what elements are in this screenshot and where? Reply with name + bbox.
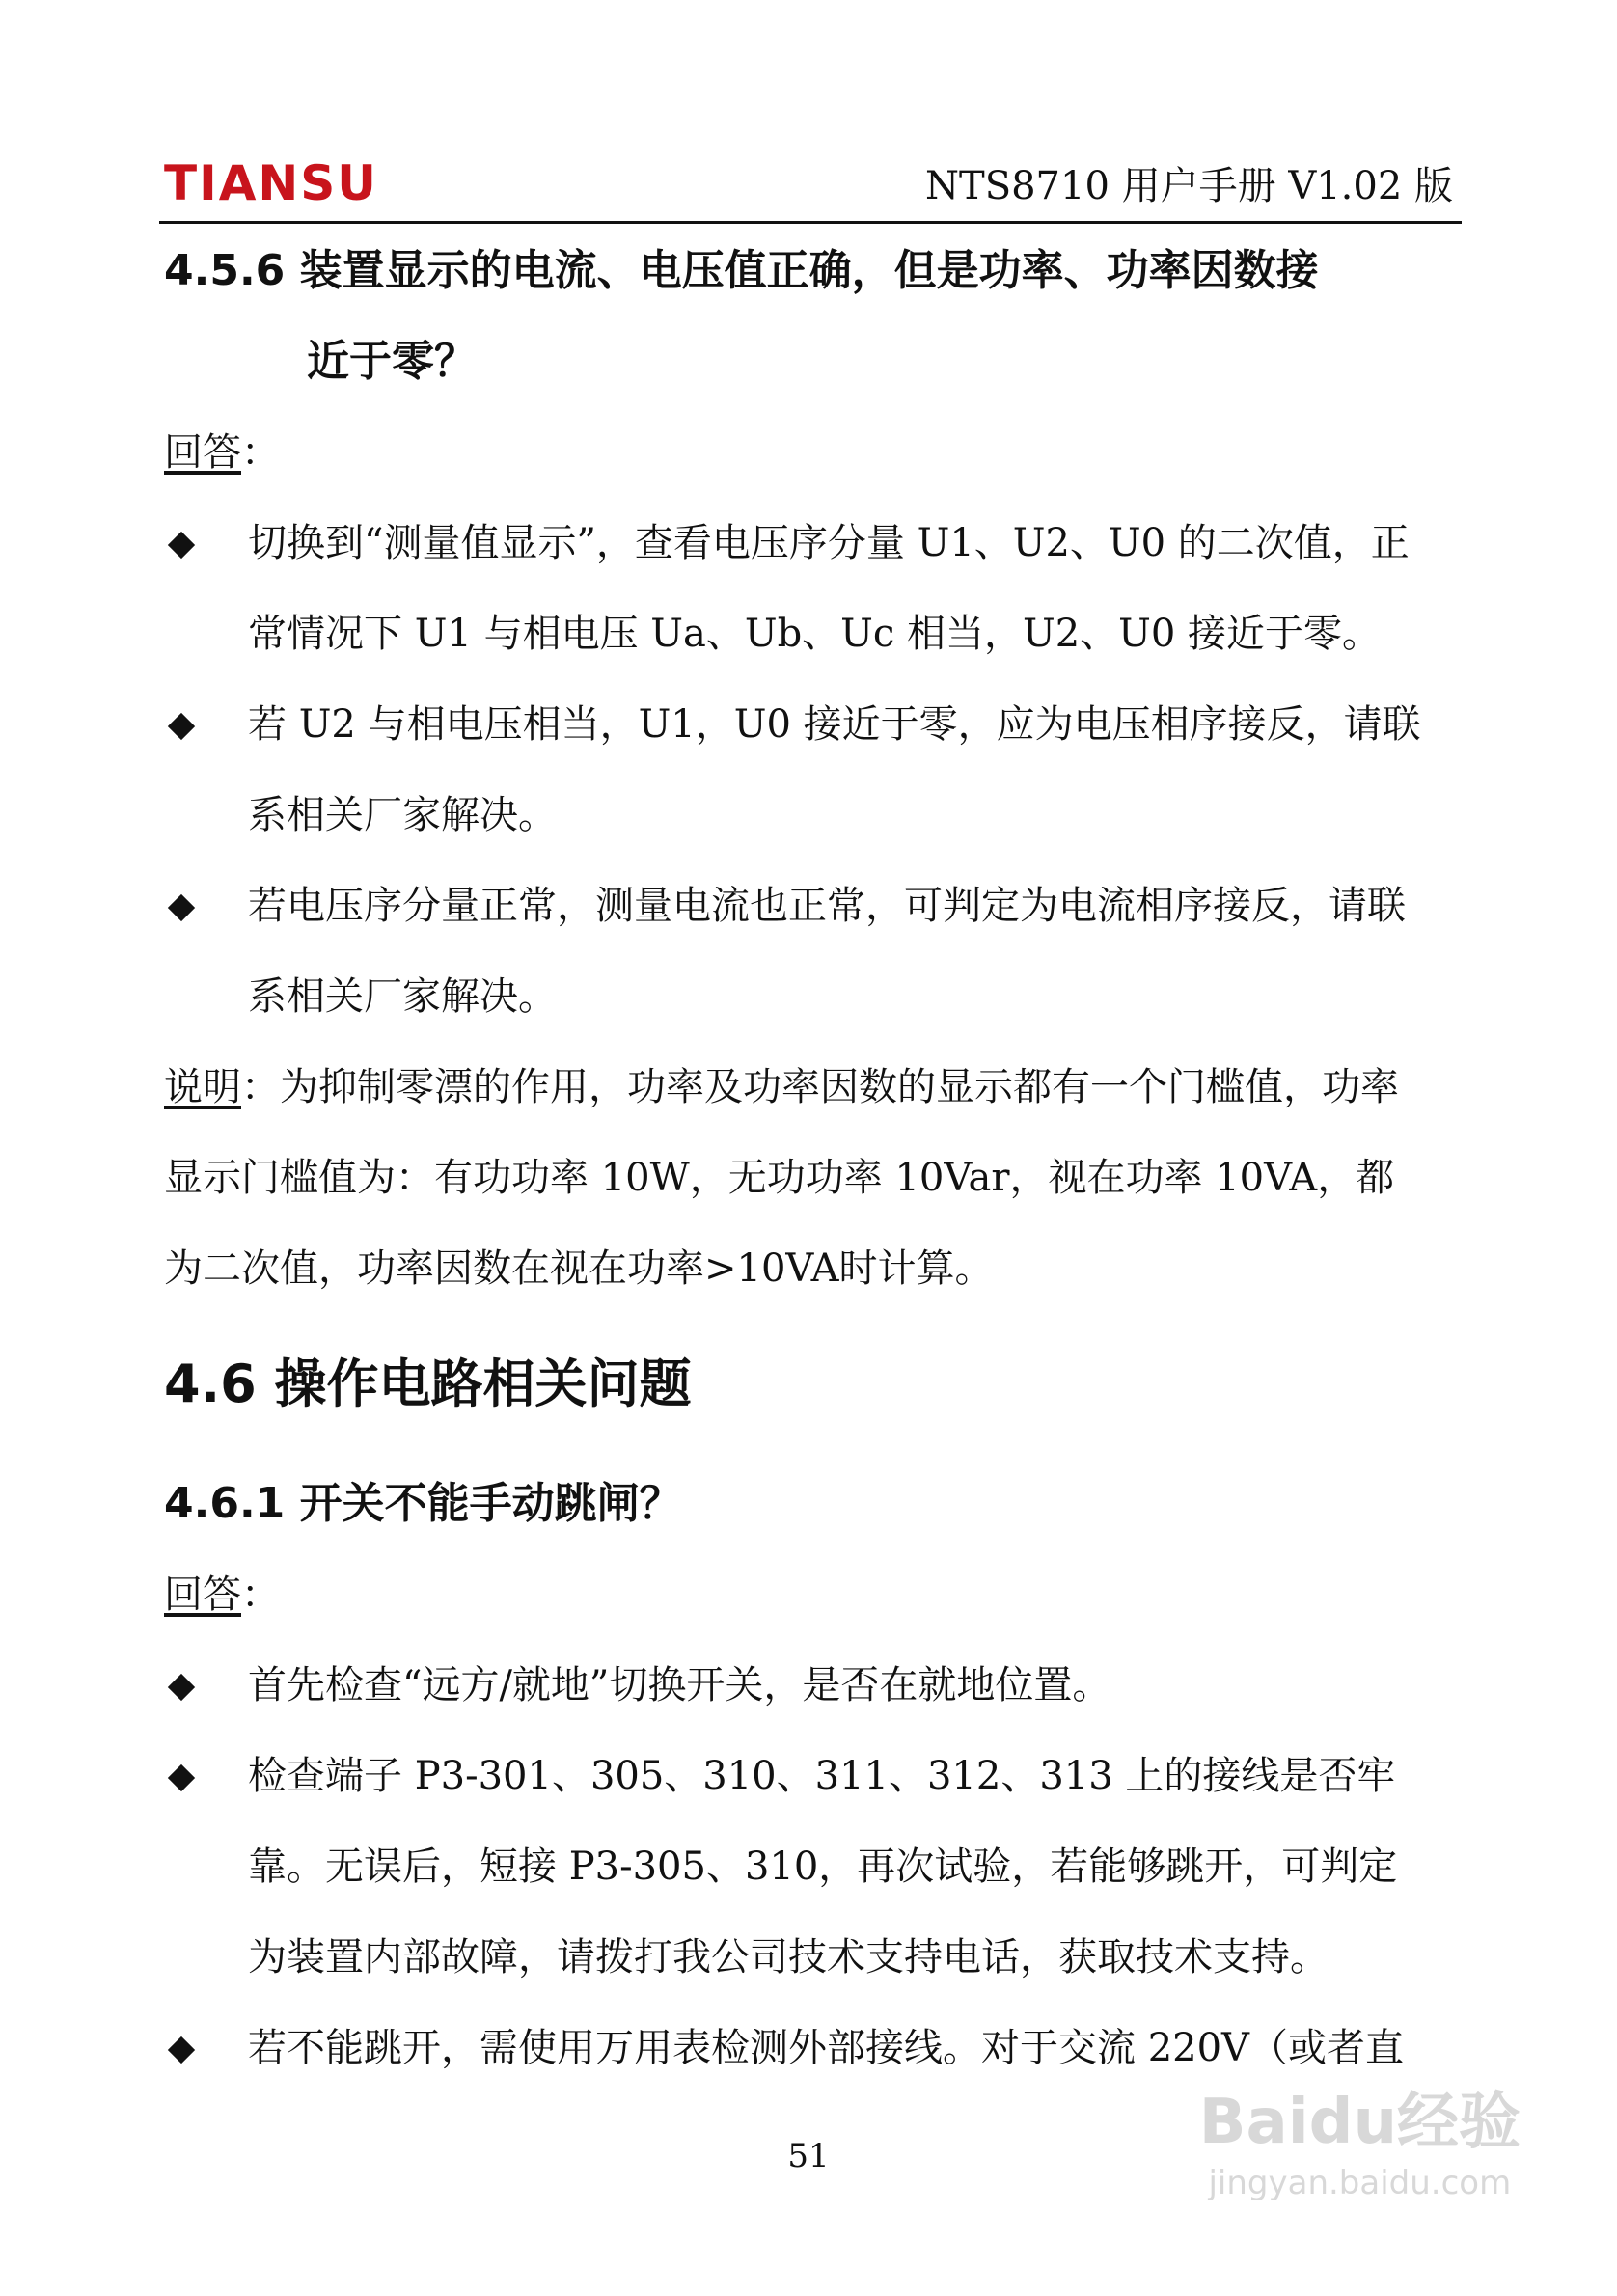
diamond-bullet-icon	[168, 2036, 195, 2064]
manual-title: NTS8710 用户手册 V1.02 版	[925, 164, 1453, 208]
section-4-5-6-heading	[164, 226, 1438, 407]
list-item-text: 若电压序分量正常，测量电流也正常，可判定为电流相序接反，请联系相关厂家解决。	[248, 884, 1406, 1019]
list-item-text: 检查端子 P3-301、305、310、311、312、313 上的接线是否牢靠。无误后，短接 P3-305、310，再次试验，若能够跳开，可判定为装置内部故障，请拨打我公司技术支持电话，获取技术支持。	[248, 1754, 1398, 1980]
note-label: 说明	[164, 1065, 241, 1109]
list-item-text: 首先检查“远方/就地”切换开关，是否在就地位置。	[248, 1663, 1111, 1708]
list-item	[164, 679, 1428, 861]
list-item-text: 切换到“测量值显示”，查看电压序分量 U1、U2、U0 的二次值，正常情况下 U1 与相电压 Ua、Ub、Uc 相当，U2、U0 接近于零。	[248, 521, 1410, 656]
diamond-bullet-icon	[168, 894, 195, 921]
baidu-watermark-url: jingyan.baidu.com	[1208, 2164, 1512, 2202]
answer-colon: ：	[241, 430, 280, 475]
diamond-bullet-icon	[168, 1764, 195, 1791]
company-logo: TIANSU	[164, 155, 378, 211]
heading-line-2: 近于零？	[307, 337, 477, 386]
diamond-bullet-icon	[168, 532, 195, 559]
heading-line-1: 4.5.6 装置显示的电流、电压值正确，但是功率、功率因数接	[164, 246, 1319, 295]
answer-label-text: 回答	[164, 1572, 241, 1617]
note-text: ：为抑制零漂的作用，功率及功率因数的显示都有一个门槛值，功率显示门槛值为：有功功率 10W，无功功率 10Var，视在功率 10VA，都为二次值，功率因数在视在功率>10VA时计算。	[164, 1065, 1399, 1291]
answer-colon: ：	[241, 1572, 280, 1617]
answer-label	[164, 1549, 280, 1640]
list-item	[164, 498, 1428, 679]
answer-label	[164, 407, 280, 498]
list-item	[164, 2003, 1428, 2093]
baidu-watermark	[1199, 2084, 1521, 2205]
list-item-text: 若 U2 与相电压相当，U1，U0 接近于零，应为电压相序接反，请联系相关厂家解决。	[248, 702, 1421, 837]
section-4-6-heading: 4.6 操作电路相关问题	[164, 1353, 692, 1414]
diamond-bullet-icon	[168, 713, 195, 740]
baidu-watermark-logo: Baidu经验	[1198, 2087, 1521, 2158]
list-item	[164, 1731, 1428, 2003]
answer-label-text: 回答	[164, 430, 241, 475]
section-4-6-1-heading: 4.6.1 开关不能手动跳闸？	[164, 1479, 682, 1528]
diamond-bullet-icon	[168, 1674, 195, 1701]
list-item	[164, 1640, 1428, 1731]
header-divider	[159, 221, 1462, 224]
page-number: 51	[787, 2137, 830, 2175]
note-paragraph	[164, 1042, 1428, 1314]
list-item-text: 若不能跳开，需使用万用表检测外部接线。对于交流 220V（或者直	[248, 2026, 1404, 2070]
list-item	[164, 861, 1428, 1042]
